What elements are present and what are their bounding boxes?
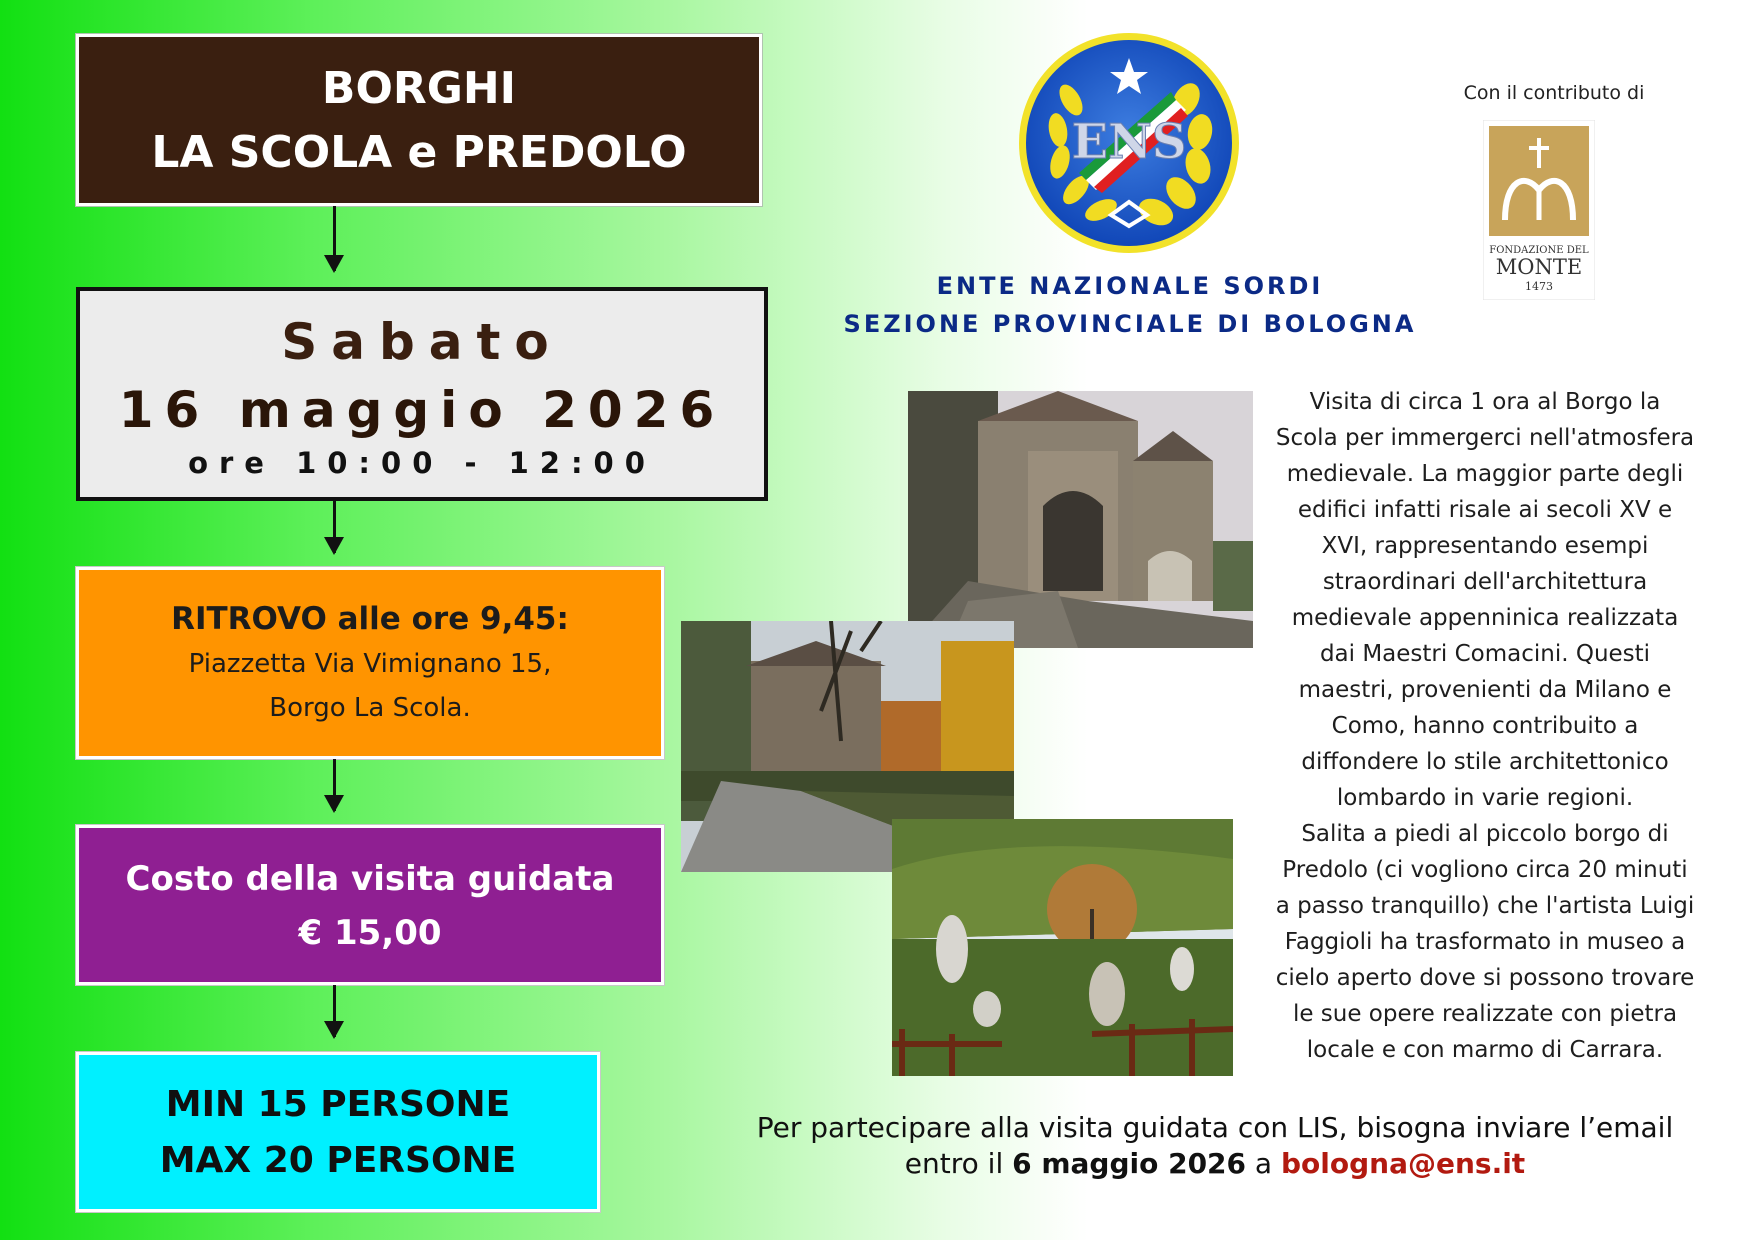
description-line: cielo aperto dove si possono trovare: [1275, 965, 1695, 991]
registration-connector: a: [1246, 1147, 1281, 1180]
description-line: maestri, provenienti da Milano e: [1298, 677, 1672, 703]
photo-predolo-sculptures: [892, 819, 1233, 1076]
fondazione-logo: [1483, 120, 1595, 300]
flow-arrow-1: [333, 206, 336, 271]
event-day: Sabato: [281, 313, 563, 371]
meeting-point-box: [76, 567, 664, 759]
event-time: ore 10:00 - 12:00: [188, 446, 656, 480]
registration-note: [700, 1110, 1730, 1182]
organization-name: ENTE NAZIONALE SORDI: [936, 272, 1324, 300]
organization-section: SEZIONE PROVINCIALE DI BOLOGNA: [843, 310, 1417, 338]
registration-prefix: entro il: [904, 1147, 1013, 1180]
visit-description: [1262, 384, 1708, 1068]
sponsor-label: Con il contributo di: [1463, 82, 1645, 104]
description-line: Como, hanno contribuito a: [1331, 713, 1639, 739]
description-line: edifici infatti risale ai secoli XV e: [1297, 497, 1673, 523]
event-title-line2: LA SCOLA e PREDOLO: [151, 127, 687, 178]
description-line: Salita a piedi al piccolo borgo di: [1301, 821, 1669, 847]
meeting-address-line2: Borgo La Scola.: [269, 693, 471, 723]
meeting-address-line1: Piazzetta Via Vimignano 15,: [188, 649, 552, 679]
description-line: Scola per immergerci nell'atmosfera: [1275, 425, 1695, 451]
description-line: medievale appenninica realizzata: [1291, 605, 1679, 631]
participants-box: [76, 1052, 600, 1212]
sponsor-name-line2: MONTE: [1495, 255, 1583, 279]
description-line: XVI, rappresentando esempi: [1321, 533, 1649, 559]
description-line: lombardo in varie regioni.: [1336, 785, 1634, 811]
description-line: Faggioli ha trasformato in museo a: [1284, 929, 1686, 955]
description-line: le sue opere realizzate con pietra: [1292, 1001, 1678, 1027]
description-line: locale e con marmo di Carrara.: [1306, 1037, 1664, 1063]
logo-lettering: ENS: [1071, 114, 1187, 170]
participants-max: MAX 20 PERSONE: [159, 1140, 517, 1181]
event-title-line1: BORGHI: [321, 63, 517, 114]
registration-line1: Per partecipare alla visita guidata con LIS, bisogna inviare l’email: [756, 1111, 1674, 1144]
cost-amount: € 15,00: [298, 913, 442, 953]
sponsor-year: 1473: [1525, 280, 1553, 293]
flow-arrow-4: [333, 985, 336, 1037]
event-title-box: [76, 34, 762, 206]
description-line: straordinari dell'architettura: [1322, 569, 1648, 595]
description-line: Visita di circa 1 ora al Borgo la: [1309, 389, 1661, 415]
registration-email-link[interactable]: bologna@ens.it: [1281, 1147, 1526, 1180]
description-line: Predolo (ci vogliono circa 20 minuti: [1282, 857, 1688, 883]
participants-min: MIN 15 PERSONE: [165, 1084, 511, 1125]
description-line: diffondere lo stile architettonico: [1301, 749, 1669, 775]
meeting-heading: RITROVO alle ore 9,45:: [171, 601, 569, 637]
flow-arrow-3: [333, 759, 336, 811]
registration-deadline: 6 maggio 2026: [1012, 1147, 1247, 1180]
description-line: medievale. La maggior parte degli: [1286, 461, 1684, 487]
description-line: dai Maestri Comacini. Questi: [1319, 641, 1651, 667]
cost-label: Costo della visita guidata: [125, 859, 615, 899]
ens-logo: [1016, 30, 1242, 256]
fondazione-mark: [1483, 120, 1595, 300]
description-line: a passo tranquillo) che l'artista Luigi: [1275, 893, 1695, 919]
flow-arrow-2: [333, 501, 336, 553]
event-date: 16 maggio 2026: [118, 381, 726, 439]
sponsor-name-line1: FONDAZIONE DEL: [1489, 245, 1589, 256]
registration-line2: [700, 1146, 1730, 1182]
photo-borgo-la-scola: [908, 391, 1253, 648]
cost-box: [76, 825, 664, 985]
event-date-box: [76, 287, 768, 501]
